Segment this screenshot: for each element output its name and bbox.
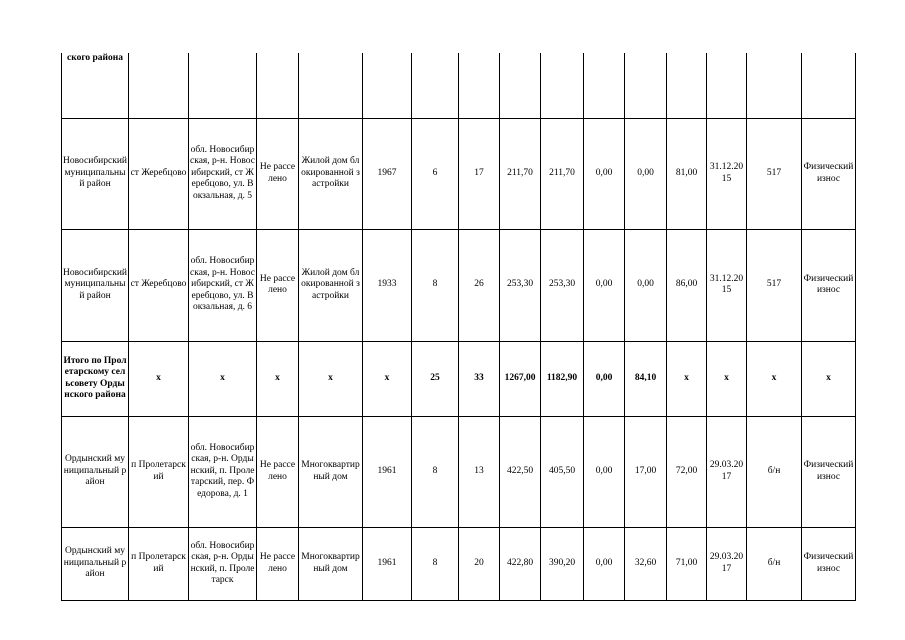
cell-decision-date: 31.12.2015 — [707, 229, 747, 341]
cell-settlement: п Пролетарский — [129, 416, 189, 527]
cell-settlement — [129, 53, 189, 118]
cell-condemn-reason: Физический износ — [802, 118, 856, 229]
cell-year-built: 1961 — [363, 416, 412, 527]
cell-residents: 8 — [412, 527, 459, 600]
cell-total-area: 1267,00 — [500, 341, 541, 416]
cell-total-area: 211,70 — [500, 118, 541, 229]
table-row-continuation — [62, 53, 856, 118]
cell-address: обл. Новосибирская, р-н. Ордынский, п. Пролетарск — [189, 527, 257, 600]
cell-total-area: 253,30 — [500, 229, 541, 341]
cell-total-area — [500, 53, 541, 118]
cell-year-built: x — [363, 341, 412, 416]
cell-private-area: 32,60 — [625, 527, 667, 600]
cell-address: обл. Новосибирская, р-н. Ордынский, п. Пролетарский, пер. Федорова, д. 1 — [189, 416, 257, 527]
cell-building-type: Многоквартирный дом — [299, 527, 363, 600]
table-row — [62, 229, 856, 341]
cell-wear-percent: 71,00 — [667, 527, 707, 600]
cell-apartments: 33 — [459, 341, 500, 416]
cell-resettlement-status — [257, 53, 299, 118]
housing-registry-table — [61, 53, 856, 601]
cell-district: Новосибирский муниципальный район — [62, 118, 129, 229]
cell-living-area: 253,30 — [541, 229, 584, 341]
cell-district: Ордынский муниципальный район — [62, 416, 129, 527]
cell-private-area — [625, 53, 667, 118]
cell-wear-percent: 72,00 — [667, 416, 707, 527]
cell-residents: 25 — [412, 341, 459, 416]
cell-district: Ордынский муниципальный район — [62, 527, 129, 600]
cell-building-type: Многоквартирный дом — [299, 416, 363, 527]
cell-living-area: 211,70 — [541, 118, 584, 229]
cell-building-type — [299, 53, 363, 118]
cell-residents: 8 — [412, 416, 459, 527]
cell-condemn-reason: x — [802, 341, 856, 416]
cell-private-area: 17,00 — [625, 416, 667, 527]
cell-municipal-area: 0,00 — [584, 341, 625, 416]
cell-total-area: 422,80 — [500, 527, 541, 600]
cell-decision-date — [707, 53, 747, 118]
cell-address: x — [189, 341, 257, 416]
cell-wear-percent: x — [667, 341, 707, 416]
cell-municipal-area: 0,00 — [584, 416, 625, 527]
cell-total-area: 422,50 — [500, 416, 541, 527]
cell-apartments: 20 — [459, 527, 500, 600]
cell-decision-number: 517 — [747, 118, 802, 229]
cell-address: обл. Новосибирская, р-н. Новосибирский, ст Жеребцово, ул. Вокзальная, д. 6 — [189, 229, 257, 341]
cell-address: обл. Новосибирская, р-н. Новосибирский, ст Жеребцово, ул. Вокзальная, д. 5 — [189, 118, 257, 229]
cell-decision-date: x — [707, 341, 747, 416]
cell-condemn-reason: Физический износ — [802, 527, 856, 600]
cell-resettlement-status: Не расселено — [257, 118, 299, 229]
cell-building-type: Жилой дом блокированной застройки — [299, 118, 363, 229]
table-row — [62, 416, 856, 527]
cell-apartments — [459, 53, 500, 118]
cell-municipal-area: 0,00 — [584, 229, 625, 341]
cell-apartments: 17 — [459, 118, 500, 229]
cell-private-area: 0,00 — [625, 118, 667, 229]
cell-municipal-area: 0,00 — [584, 527, 625, 600]
cell-apartments: 13 — [459, 416, 500, 527]
cell-wear-percent — [667, 53, 707, 118]
cell-decision-number: 517 — [747, 229, 802, 341]
cell-decision-number — [747, 53, 802, 118]
cell-address — [189, 53, 257, 118]
cell-decision-number: б/н — [747, 527, 802, 600]
cell-building-type: Жилой дом блокированной застройки — [299, 229, 363, 341]
cell-decision-date: 29.03.2017 — [707, 416, 747, 527]
cell-residents — [412, 53, 459, 118]
cell-condemn-reason: Физический износ — [802, 416, 856, 527]
cell-settlement: п Пролетарский — [129, 527, 189, 600]
cell-municipal-area: 0,00 — [584, 118, 625, 229]
cell-private-area: 0,00 — [625, 229, 667, 341]
cell-district: Итого по Пролетарскому сельсовету Ордынского района — [62, 341, 129, 416]
cell-settlement: ст Жеребцово — [129, 118, 189, 229]
cell-resettlement-status: Не расселено — [257, 416, 299, 527]
cell-wear-percent: 86,00 — [667, 229, 707, 341]
cell-year-built: 1961 — [363, 527, 412, 600]
cell-living-area: 1182,90 — [541, 341, 584, 416]
cell-wear-percent: 81,00 — [667, 118, 707, 229]
cell-resettlement-status: Не расселено — [257, 229, 299, 341]
cell-settlement: ст Жеребцово — [129, 229, 189, 341]
cell-building-type: x — [299, 341, 363, 416]
cell-condemn-reason — [802, 53, 856, 118]
cell-residents: 8 — [412, 229, 459, 341]
cell-resettlement-status: x — [257, 341, 299, 416]
cell-living-area — [541, 53, 584, 118]
table-row — [62, 527, 856, 600]
cell-living-area: 390,20 — [541, 527, 584, 600]
cell-decision-date: 29.03.2017 — [707, 527, 747, 600]
cell-municipal-area — [584, 53, 625, 118]
cell-resettlement-status: Не расселено — [257, 527, 299, 600]
table-row — [62, 118, 856, 229]
cell-private-area: 84,10 — [625, 341, 667, 416]
table-row-total — [62, 341, 856, 416]
cell-year-built: 1967 — [363, 118, 412, 229]
cell-decision-number: б/н — [747, 416, 802, 527]
cell-apartments: 26 — [459, 229, 500, 341]
cell-decision-number: x — [747, 341, 802, 416]
cell-condemn-reason: Физический износ — [802, 229, 856, 341]
cell-district: Новосибирский муниципальный район — [62, 229, 129, 341]
cell-living-area: 405,50 — [541, 416, 584, 527]
cell-year-built — [363, 53, 412, 118]
cell-settlement: x — [129, 341, 189, 416]
cell-residents: 6 — [412, 118, 459, 229]
cell-district: ского района — [62, 53, 129, 118]
cell-year-built: 1933 — [363, 229, 412, 341]
cell-decision-date: 31.12.2015 — [707, 118, 747, 229]
